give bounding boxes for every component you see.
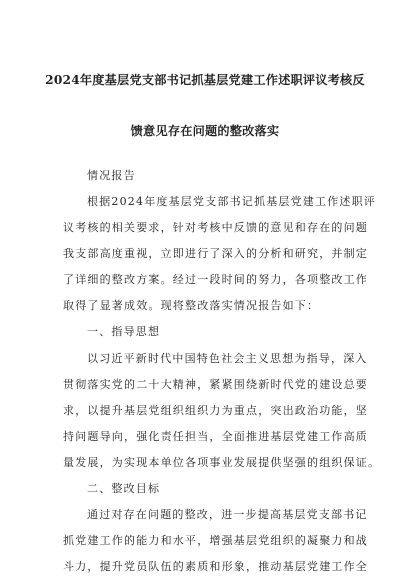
section-heading: 二、整改目标 [87,481,161,495]
body-line: 根据2024年度基层党支部书记抓基层党建工作述职评 [87,195,376,209]
body-line: 以习近平新时代中国特色社会主义思想为指导，深入 [87,351,368,365]
body-line: 量发展，为实现本单位各项事业发展提供坚强的组织保证。 [63,455,381,469]
body-line: 抓党建工作的能力和水平，增强基层党组织的凝聚力和战 [63,533,368,547]
body-line: 我支部高度重视，立即进行了深入的分析和研究，并制定 [63,247,368,261]
body-line: 贯彻落实党的二十大精神，紧紧围绕新时代党的建设总要 [63,377,368,391]
body-line: 情况报告 [87,169,136,182]
body-line: 议考核的相关要求，针对考核中反馈的意见和存在的问题 [63,221,368,235]
document-title-line-1: 2024年度基层党支部书记抓基层党建工作述职评议考核反 [45,73,365,87]
body-line: 通过对存在问题的整改，进一步提高基层党支部书记 [87,507,368,521]
body-line: 持问题导向，强化责任担当，全面推进基层党建工作高质 [63,429,368,443]
body-line: 求，以提升基层党组织组织力为重点，突出政治功能，坚 [63,403,368,417]
body-line: 了详细的整改方案。经过一段时间的努力，各项整改工作 [63,273,368,287]
section-heading: 一、指导思想 [87,325,161,339]
document-title-line-2: 馈意见存在问题的整改落实 [130,124,280,138]
body-line: 斗力，提升党员队伍的素质和形象，推动基层党建工作全 [63,560,368,573]
body-line: 取得了显著成效。现将整改落实情况报告如下： [63,299,320,313]
